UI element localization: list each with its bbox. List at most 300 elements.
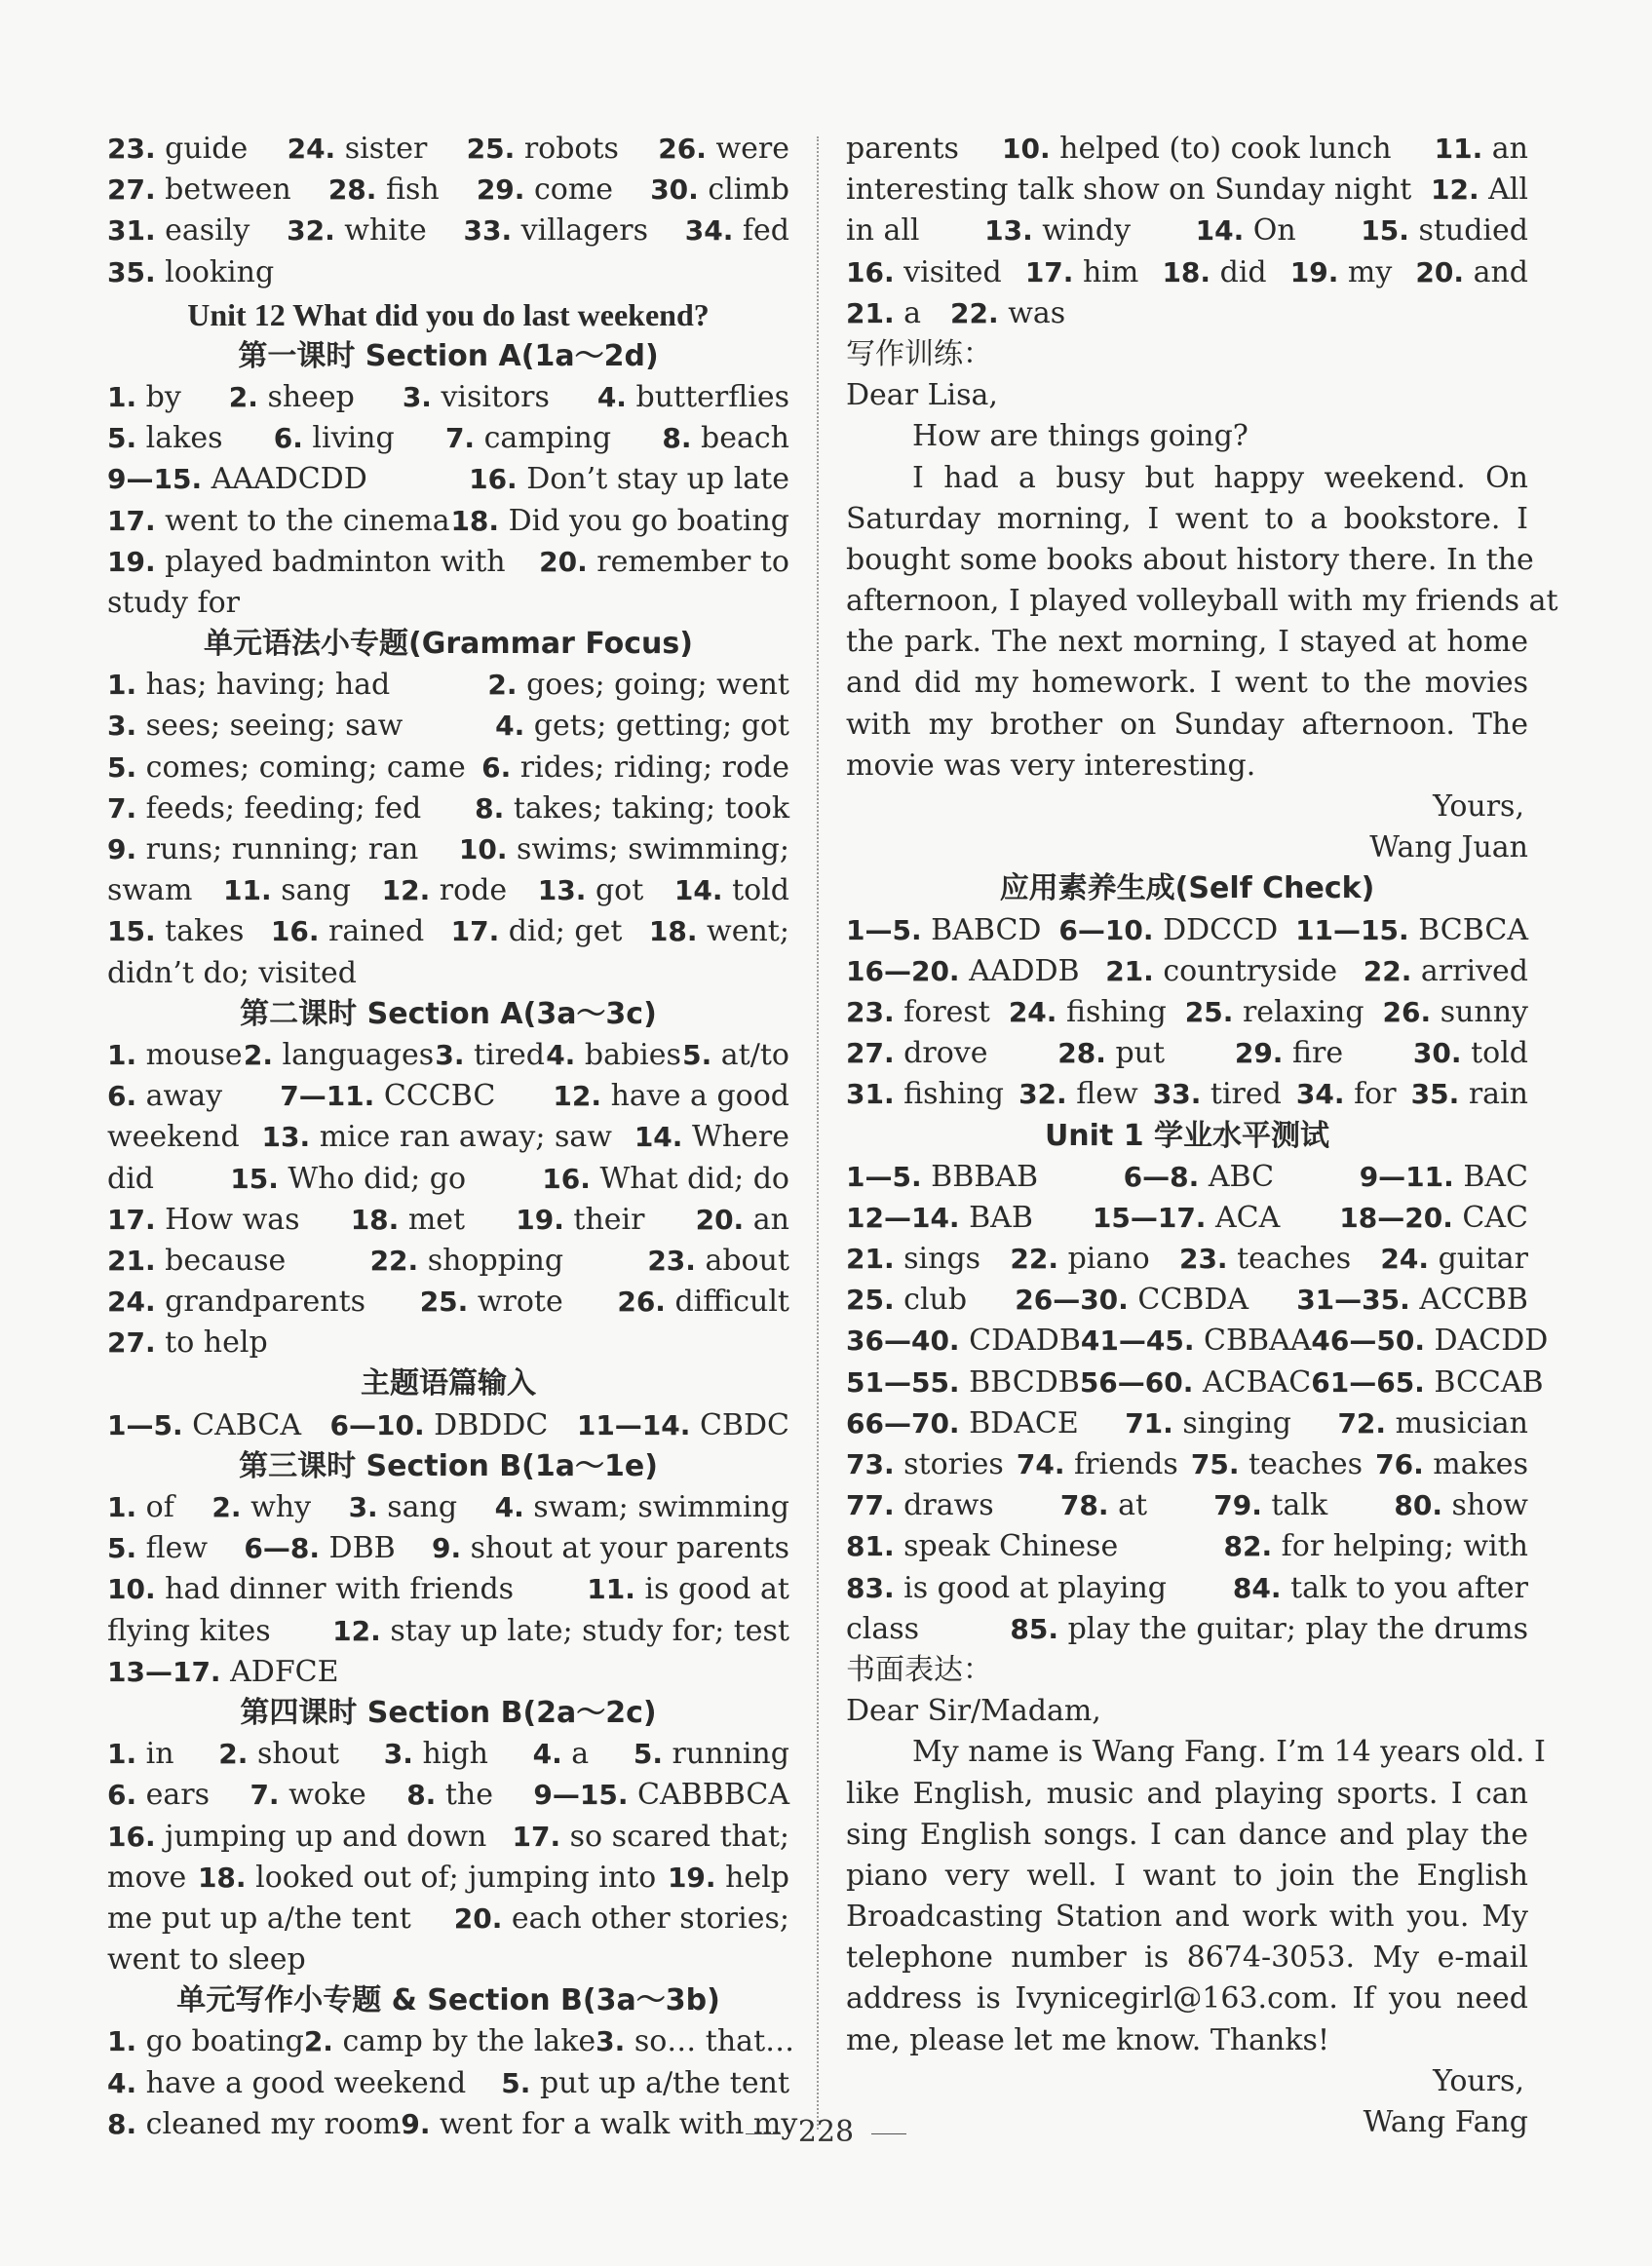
- answer-line: [107, 170, 789, 211]
- answer-item: [650, 170, 789, 211]
- answer-text: rode: [439, 873, 508, 908]
- answer-text: What did; do: [599, 1161, 789, 1196]
- answer-text: relaxing: [1242, 994, 1364, 1029]
- answer-item: [553, 1076, 789, 1117]
- answer-item: [846, 1403, 1079, 1444]
- letter-signature: Wang Juan: [1369, 830, 1528, 865]
- answer-text: my: [1347, 254, 1393, 289]
- letter-line: My name is Wang Fang. I’m 14 years old. I: [912, 1735, 1546, 1770]
- answer-number: 73.: [846, 1448, 895, 1480]
- answer-number: 17.: [450, 915, 500, 948]
- answer-number: 34.: [1295, 1078, 1345, 1111]
- answer-line: [107, 377, 789, 418]
- answer-text: rain: [1468, 1077, 1528, 1112]
- answer-item: [107, 1159, 154, 1200]
- answer-item: [330, 1405, 549, 1446]
- answer-number: 24.: [1008, 995, 1057, 1028]
- answer-text: played badminton with: [165, 544, 506, 579]
- answer-number: 20.: [1415, 255, 1465, 288]
- answer-text: did: [107, 1161, 155, 1196]
- answer-line: [846, 1033, 1528, 1074]
- answer-text: have a good weekend: [145, 2065, 467, 2100]
- answer-number: 21.: [107, 1244, 156, 1277]
- answer-item: [244, 1528, 395, 1569]
- answer-text: for: [1354, 1077, 1397, 1112]
- answer-text: and: [1473, 254, 1528, 289]
- answer-number: 12.: [332, 1614, 381, 1647]
- answer-number: 5.: [682, 1038, 712, 1071]
- answer-number: 16.: [107, 1820, 156, 1853]
- answer-number: 3.: [595, 2025, 626, 2058]
- answer-number: 1.: [107, 1738, 137, 1771]
- answer-text: show: [1451, 1488, 1528, 1523]
- answer-number: 3.: [402, 380, 432, 413]
- answer-line: [107, 1200, 789, 1241]
- answer-number: 21.: [1105, 954, 1154, 987]
- answer-text: difficult: [674, 1285, 789, 1320]
- answer-item: [107, 1734, 174, 1775]
- answer-line: [846, 1444, 1528, 1485]
- answer-number: 11.: [587, 1573, 635, 1606]
- answer-text: flew: [1076, 1077, 1138, 1112]
- answer-item: [107, 1940, 306, 1980]
- answer-text: go boating: [145, 2024, 304, 2059]
- answer-item: [420, 1282, 563, 1323]
- answer-item: [1360, 1157, 1528, 1198]
- answer-text: come: [533, 173, 614, 208]
- answer-item: [107, 459, 367, 500]
- answer-item: [647, 1241, 789, 1282]
- answer-text: musician: [1395, 1405, 1528, 1440]
- answer-item: [107, 1858, 186, 1899]
- answer-item: [846, 1198, 1033, 1239]
- answer-item: [1057, 1033, 1165, 1074]
- answer-number: 3.: [348, 1491, 378, 1523]
- answer-item: [1435, 129, 1528, 170]
- answer-number: 13.: [984, 214, 1033, 248]
- answer-block: [107, 1405, 789, 1446]
- answer-text: between: [165, 173, 291, 208]
- answer-number: 18.: [350, 1203, 400, 1236]
- answer-number: 84.: [1232, 1571, 1282, 1604]
- answer-item: [1093, 1198, 1280, 1239]
- answer-item: [454, 1899, 789, 1940]
- answer-text: was: [1008, 295, 1066, 330]
- answer-line: [846, 951, 1528, 992]
- answer-line: [107, 1076, 789, 1117]
- answer-number: 29.: [1234, 1037, 1284, 1070]
- answer-item: [107, 1200, 300, 1241]
- answer-line: [107, 542, 789, 583]
- answer-item: [107, 1282, 365, 1323]
- answer-number: 22.: [1363, 954, 1412, 987]
- letter-closing: Yours,: [1433, 2063, 1524, 2098]
- answer-number: 1.: [107, 380, 137, 413]
- answer-number: 28.: [1057, 1037, 1106, 1070]
- answer-number: 26.: [1382, 995, 1432, 1028]
- answer-item: [542, 1159, 789, 1200]
- answer-line: [107, 870, 789, 911]
- letter-line: How are things going?: [912, 419, 1249, 454]
- answer-text: visitors: [441, 379, 550, 414]
- answer-item: [432, 1528, 789, 1569]
- answer-number: 56—60.: [1079, 1365, 1194, 1399]
- answer-item: [846, 1239, 980, 1280]
- answer-text: away: [145, 1079, 223, 1114]
- answer-text: All: [1488, 173, 1528, 208]
- answer-number: 24.: [287, 133, 336, 165]
- answer-number: 15—17.: [1092, 1201, 1207, 1234]
- answer-number: 6—10.: [1058, 913, 1154, 946]
- answer-number: 27.: [107, 173, 156, 207]
- answer-number: 20.: [453, 1901, 503, 1935]
- answer-number: 9—15.: [107, 463, 203, 496]
- answer-text: camping: [483, 421, 612, 456]
- answer-number: 11.: [1434, 133, 1483, 165]
- answer-text: ACBAC: [1202, 1364, 1312, 1400]
- answer-item: [351, 1200, 465, 1241]
- answer-number: 41—45.: [1080, 1325, 1195, 1358]
- answer-item: [1153, 1074, 1282, 1115]
- answer-text: the: [444, 1778, 494, 1813]
- answer-text: DDCCD: [1163, 912, 1279, 947]
- answer-number: 9—11.: [1359, 1160, 1454, 1193]
- answer-line: [846, 1280, 1528, 1321]
- answer-text: ADFCE: [230, 1654, 339, 1689]
- answer-item: [846, 1485, 994, 1526]
- answer-number: 23.: [647, 1244, 696, 1277]
- answer-item: [288, 129, 428, 170]
- answer-number: 1—5.: [107, 1408, 183, 1441]
- answer-text: sheep: [267, 379, 355, 414]
- answer-number: 4.: [494, 1491, 524, 1523]
- answer-item: [287, 211, 427, 251]
- answer-item: [107, 1035, 243, 1076]
- answer-text: went;: [707, 914, 789, 949]
- answer-item: [435, 1035, 545, 1076]
- answer-item: [1185, 992, 1364, 1033]
- answer-item: [513, 1817, 790, 1858]
- answer-item: [634, 1117, 789, 1158]
- answer-number: 24.: [1380, 1243, 1430, 1276]
- answer-item: [674, 870, 789, 911]
- answer-line: [107, 1569, 789, 1610]
- answer-item: [846, 1526, 1118, 1567]
- answer-text: BDACE: [969, 1405, 1079, 1440]
- answer-number: 9.: [401, 2107, 431, 2140]
- answer-item: [1009, 992, 1167, 1033]
- answer-number: 27.: [846, 1037, 895, 1070]
- answer-text: club: [903, 1283, 968, 1318]
- answer-item: [595, 2021, 794, 2062]
- answer-text: an: [1491, 132, 1528, 166]
- answer-item: [1125, 1403, 1291, 1444]
- answer-item: [1105, 951, 1337, 992]
- answer-number: 2.: [303, 2025, 333, 2058]
- answer-text: mice ran away; saw: [319, 1120, 612, 1155]
- answer-text: at/to: [720, 1037, 789, 1072]
- answer-text: CBBAA: [1204, 1324, 1312, 1359]
- answer-line: [107, 1035, 789, 1076]
- answer-number: 85.: [1010, 1612, 1059, 1645]
- answer-item: [1017, 1444, 1178, 1485]
- answer-number: 14.: [634, 1121, 683, 1154]
- answer-item: [1383, 992, 1528, 1033]
- answer-number: 6—8.: [1123, 1160, 1200, 1193]
- answer-item: [467, 129, 619, 170]
- answer-item: [1431, 170, 1528, 211]
- answer-item: [107, 1899, 411, 1940]
- answer-block: [107, 1487, 789, 1693]
- answer-item: [107, 418, 222, 459]
- answer-text: play the guitar; play the drums: [1067, 1611, 1528, 1646]
- answer-number: 17.: [107, 1203, 156, 1236]
- left-column: [107, 129, 798, 2145]
- answer-item: [1380, 1239, 1528, 1280]
- answer-number: 9—15.: [533, 1779, 629, 1812]
- answer-text: looked out of; jumping into: [255, 1860, 657, 1895]
- answer-text: got: [595, 873, 644, 908]
- answer-block: [107, 1035, 789, 1364]
- answer-item: [107, 1117, 240, 1158]
- answer-number: 33.: [463, 214, 513, 248]
- answer-number: 83.: [846, 1571, 895, 1604]
- answer-text: CBDC: [699, 1407, 789, 1442]
- answer-text: AAADCDD: [211, 462, 367, 497]
- letter-closing: Yours,: [1433, 789, 1524, 824]
- answer-line: [107, 459, 789, 500]
- answer-text: cleaned my room: [145, 2106, 402, 2141]
- answer-item: [107, 829, 418, 870]
- answer-text: flying kites: [107, 1613, 271, 1648]
- answer-line: [846, 1568, 1528, 1609]
- answer-number: 22.: [1010, 1243, 1059, 1276]
- answer-item: [546, 1035, 681, 1076]
- answer-number: 75.: [1190, 1448, 1240, 1480]
- letter-line: like English, music and playing sports. I can: [846, 1776, 1528, 1811]
- answer-number: 46—50.: [1311, 1325, 1425, 1358]
- answer-item: [1060, 1485, 1147, 1526]
- answer-number: 13.: [537, 874, 587, 907]
- answer-text: forest: [903, 994, 990, 1029]
- answer-number: 28.: [327, 173, 377, 207]
- answer-text: CCBDA: [1137, 1283, 1249, 1318]
- answer-item: [107, 2021, 304, 2062]
- answer-text: studied: [1418, 213, 1528, 249]
- answer-number: 71.: [1125, 1406, 1173, 1440]
- answer-number: 1.: [107, 669, 137, 702]
- answer-text: friends: [1074, 1447, 1178, 1481]
- answer-item: [349, 1487, 457, 1528]
- answer-number: 2.: [218, 1738, 249, 1771]
- answer-item: [846, 129, 959, 170]
- answer-item: [464, 211, 648, 251]
- answer-number: 35.: [107, 255, 156, 288]
- answer-item: [107, 1817, 486, 1858]
- answer-line: [107, 1323, 789, 1363]
- letter-line: Saturday morning, I went to a bookstore. I: [846, 501, 1528, 536]
- answer-item: [1364, 951, 1528, 992]
- section-heading: 应用素养生成(Self Check): [999, 871, 1375, 906]
- answer-text: went for a walk with my: [440, 2106, 798, 2141]
- answer-text: each other stories;: [511, 1901, 789, 1936]
- answer-item: [107, 583, 240, 624]
- answer-text: BABCD: [931, 912, 1042, 947]
- answer-item: [262, 1117, 612, 1158]
- answer-text: did; get: [508, 914, 623, 949]
- answer-text: at: [1118, 1488, 1148, 1523]
- answer-number: 74.: [1016, 1448, 1065, 1480]
- answer-number: 26.: [658, 133, 707, 165]
- answer-text: How was: [165, 1202, 300, 1237]
- letter-line: and did my homework. I went to the movies: [846, 666, 1528, 701]
- answer-number: 4.: [596, 380, 627, 413]
- answer-item: [487, 665, 789, 706]
- answer-item: [218, 1734, 339, 1775]
- answer-text: fishing: [903, 1077, 1005, 1112]
- answer-item: [846, 1074, 1004, 1115]
- answer-text: in all: [846, 213, 920, 249]
- answer-line: [107, 788, 789, 829]
- answer-number: 10.: [458, 833, 508, 865]
- answer-text: didn’t do; visited: [107, 955, 357, 990]
- answer-item: [107, 1405, 301, 1446]
- answer-number: 24.: [107, 1286, 156, 1319]
- answer-item: [984, 211, 1131, 251]
- answer-item: [1015, 1280, 1249, 1321]
- answer-line: [107, 583, 789, 624]
- answer-line: [107, 1734, 789, 1775]
- answer-item: [107, 1528, 208, 1569]
- footer-dash: [871, 2133, 906, 2134]
- answer-text: DBDDC: [434, 1407, 549, 1442]
- answer-line: [107, 1899, 789, 1940]
- answer-number: 77.: [846, 1489, 895, 1522]
- answer-text: is good at: [644, 1572, 789, 1607]
- section-heading: 第一课时 Section A(1a～2d): [238, 338, 659, 373]
- answer-text: robots: [523, 132, 619, 166]
- answer-number: 31—35.: [1296, 1284, 1410, 1317]
- answer-item: [846, 211, 920, 251]
- answer-number: 10.: [1002, 133, 1051, 165]
- letter-line: bought some books about history there. In the: [846, 542, 1534, 577]
- answer-text: running: [672, 1737, 789, 1772]
- answer-item: [597, 377, 789, 418]
- answer-text: went to sleep: [107, 1942, 306, 1978]
- answer-text: drove: [903, 1036, 988, 1071]
- answer-item: [406, 1775, 493, 1816]
- answer-text: is good at playing: [903, 1570, 1167, 1605]
- answer-number: 12.: [1430, 173, 1479, 207]
- answer-text: stay up late; study for; test: [390, 1613, 789, 1648]
- answer-item: [450, 501, 789, 542]
- answer-line: [107, 2021, 795, 2062]
- answer-text: talk to you after: [1290, 1570, 1528, 1605]
- answer-text: DBB: [328, 1531, 396, 1566]
- answer-number: 19.: [516, 1203, 564, 1236]
- answer-line: [846, 293, 1528, 334]
- answer-number: 25.: [1184, 995, 1234, 1028]
- answer-text: shout: [256, 1737, 340, 1772]
- answer-number: 27.: [107, 1326, 156, 1360]
- answer-text: gets; getting; got: [533, 709, 789, 744]
- answer-number: 17.: [512, 1820, 561, 1853]
- answer-text: ABC: [1208, 1159, 1275, 1194]
- answer-item: [328, 170, 440, 211]
- answer-number: 30.: [1412, 1037, 1462, 1070]
- answer-item: [950, 293, 1065, 334]
- answer-number: 32.: [287, 214, 335, 248]
- answer-text: shout at your parents: [470, 1531, 789, 1566]
- page-footer: [0, 2115, 1652, 2149]
- unit-title: Unit 12 What did you do last weekend?: [187, 296, 710, 332]
- answer-item: [107, 211, 250, 251]
- answer-text: BAC: [1463, 1159, 1528, 1194]
- answer-number: 6—8.: [244, 1532, 320, 1565]
- answer-item: [658, 129, 789, 170]
- answer-item: [451, 911, 623, 952]
- answer-text: in: [145, 1737, 174, 1772]
- answer-item: [107, 542, 506, 583]
- answer-line: [107, 1858, 789, 1899]
- answer-text: about: [705, 1243, 789, 1278]
- answer-number: 14.: [673, 874, 723, 907]
- answer-number: 81.: [846, 1530, 895, 1563]
- answer-text: stories: [903, 1447, 1004, 1481]
- answer-text: their: [573, 1202, 645, 1237]
- section-heading: 主题语篇输入: [361, 1366, 536, 1402]
- answer-number: 23.: [107, 133, 156, 165]
- answer-text: fish: [385, 173, 440, 208]
- answer-item: [1213, 1485, 1327, 1526]
- answer-item: [382, 870, 508, 911]
- answer-text: lakes: [145, 421, 223, 456]
- section-heading: 第四课时 Section B(2a～2c): [240, 1695, 657, 1730]
- answer-line: [107, 911, 789, 952]
- answer-item: [1411, 1074, 1528, 1115]
- answer-text: high: [422, 1737, 488, 1772]
- answer-number: 16.: [270, 915, 320, 948]
- answer-number: 12.: [381, 874, 431, 907]
- answer-text: easily: [165, 213, 250, 249]
- answer-number: 61—65.: [1311, 1365, 1425, 1399]
- answer-number: 6.: [107, 1779, 137, 1812]
- answer-number: 2.: [211, 1491, 242, 1523]
- answer-item: [250, 1775, 365, 1816]
- answer-number: 82.: [1223, 1530, 1273, 1563]
- answer-text: Who did; go: [288, 1161, 467, 1196]
- answer-number: 6.: [481, 750, 512, 784]
- answer-number: 12—14.: [846, 1201, 960, 1234]
- answer-item: [1339, 1198, 1528, 1239]
- answer-item: [271, 911, 424, 952]
- answer-block: [846, 910, 1528, 1116]
- answer-item: [617, 1282, 789, 1323]
- answer-text: guitar: [1438, 1242, 1528, 1277]
- answer-number: 30.: [650, 173, 699, 207]
- answer-text: help: [725, 1860, 789, 1895]
- answer-text: comes; coming; came: [145, 749, 466, 785]
- answer-item: [539, 542, 789, 583]
- answer-item: [1081, 1321, 1312, 1362]
- answer-text: DACDD: [1434, 1324, 1549, 1359]
- answer-line: [846, 1485, 1528, 1526]
- answer-text: makes: [1433, 1447, 1528, 1481]
- answer-number: 5.: [501, 2066, 531, 2099]
- answer-text: On: [1252, 213, 1296, 249]
- answer-line: [107, 1528, 789, 1569]
- answer-text: talk: [1271, 1488, 1328, 1523]
